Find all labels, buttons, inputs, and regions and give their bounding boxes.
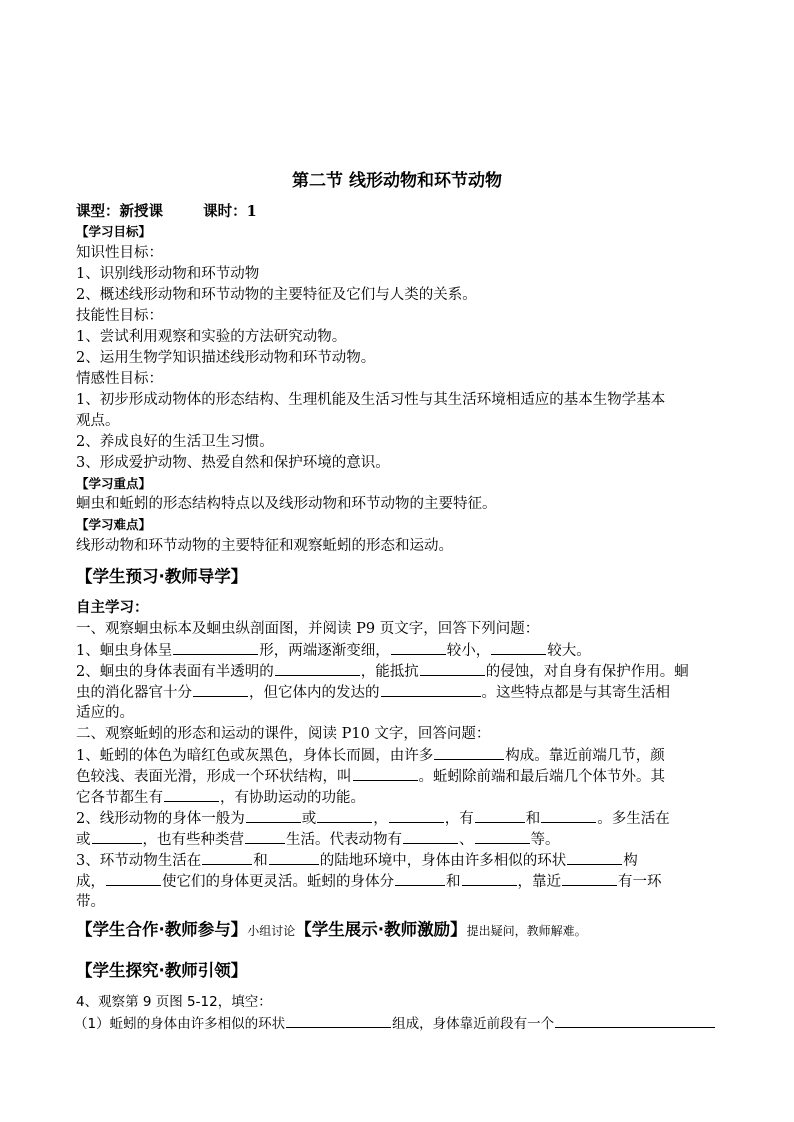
question-line: 1、蚯蚓的体色为暗红色或灰黑色，身体长而圆，由许多 构成。靠近前端几节，颜: [76, 745, 665, 766]
answer-blank[interactable]: [391, 640, 446, 655]
answer-blank[interactable]: [245, 829, 285, 844]
question-line: 成， 使它们的身体更灵活。蚯蚓的身体分 和 ，靠近 有一环: [76, 871, 662, 892]
question-line: 2、线形动物的身体一般为 或 ， ，有 和 。多生活在: [76, 808, 670, 829]
answer-blank[interactable]: [420, 661, 485, 676]
lesson-meta: [76, 202, 257, 222]
question-line: 带。: [76, 894, 105, 910]
answer-blank[interactable]: [555, 1013, 715, 1028]
answer-blank[interactable]: [389, 808, 444, 823]
emotion-item: 3、形成爱护动物、热爱自然和保护环境的意识。: [76, 455, 390, 471]
answer-blank[interactable]: [173, 640, 258, 655]
knowledge-item: 1、识别线形动物和环节动物: [76, 266, 260, 282]
cooperation-line: [76, 919, 587, 942]
question-line: 1、蛔虫身体呈 形，两端逐渐变细， 较小， 较大。: [76, 640, 591, 661]
emotion-item: 1、初步形成动物体的形态结构、生理机能及生活习性与其生活环境相适应的基本生物学基本: [76, 392, 666, 408]
emotion-header: 情感性目标：: [76, 371, 163, 387]
answer-blank[interactable]: [202, 850, 252, 865]
key-points-header: 【学习重点】: [76, 476, 152, 491]
answer-blank[interactable]: [567, 850, 622, 865]
emotion-item: 2、养成良好的生活卫生习惯。: [76, 434, 274, 450]
answer-blank[interactable]: [475, 808, 525, 823]
skill-header: 技能性目标：: [76, 308, 163, 324]
answer-blank[interactable]: [475, 829, 530, 844]
showcase-header: 【学生展示·教师激励】: [295, 920, 467, 939]
answer-blank[interactable]: [106, 871, 161, 886]
question-line: 适应的。: [76, 705, 134, 721]
page-title: 第二节 线形动物和环节动物: [292, 171, 502, 191]
cooperation-header: 【学生合作·教师参与】: [76, 920, 248, 939]
course-type-label: 课型：新授课: [76, 203, 163, 220]
knowledge-item: 2、概述线形动物和环节动物的主要特征及它们与人类的关系。: [76, 287, 477, 303]
answer-blank[interactable]: [317, 808, 372, 823]
question-line: 虫的消化器官十分 ，但它体内的发达的 。这些特点都是与其寄生活相: [76, 682, 670, 703]
answer-blank[interactable]: [403, 829, 458, 844]
explore-header: 【学生探究·教师引领】: [76, 961, 248, 980]
answer-blank[interactable]: [491, 640, 546, 655]
skill-item: 2、运用生物学知识描述线形动物和环节动物。: [76, 350, 376, 366]
skill-item: 1、尝试利用观察和实验的方法研究动物。: [76, 329, 347, 345]
answer-blank[interactable]: [246, 808, 301, 823]
answer-blank[interactable]: [434, 745, 504, 760]
answer-blank[interactable]: [269, 850, 319, 865]
hours-label: 课时：1: [203, 203, 257, 220]
emotion-item: 观点。: [76, 413, 120, 429]
part1-intro: 一、观察蛔虫标本及蛔虫纵剖面图，并阅读 P9 页文字，回答下列问题：: [76, 621, 540, 637]
answer-blank[interactable]: [92, 829, 142, 844]
question-line: 它各节都生有 ，有协助运动的功能。: [76, 787, 365, 808]
answer-blank[interactable]: [275, 661, 360, 676]
showcase-note: 提出疑问，教师解难。: [466, 924, 587, 938]
question-line: 色较浅、表面光滑，形成一个环状结构，叫 。蚯蚓除前端和最后端几个体节外。其: [76, 766, 665, 787]
explore-item: （1）蚯蚓的身体由许多相似的环状 组成，身体靠近前段有一个: [74, 1013, 716, 1034]
answer-blank[interactable]: [395, 871, 445, 886]
answer-blank[interactable]: [286, 1013, 391, 1028]
knowledge-header: 知识性目标：: [76, 245, 163, 261]
answer-blank[interactable]: [353, 766, 418, 781]
difficulties-header: 【学习难点】: [76, 517, 152, 532]
cooperation-note: 小组讨论: [247, 924, 296, 938]
answer-blank[interactable]: [164, 787, 219, 802]
objectives-header: 【学习目标】: [76, 224, 152, 239]
explore-question: 4、观察第 9 页图 5-12，填空：: [76, 994, 272, 1010]
preview-header: 【学生预习·教师导学】: [76, 567, 248, 586]
question-line: 或 ，也有些种类营 生活。代表动物有 、 等。: [76, 829, 560, 850]
difficulties-text: 线形动物和环节动物的主要特征和观察蚯蚓的形态和运动。: [76, 538, 453, 554]
answer-blank[interactable]: [562, 871, 617, 886]
part2-intro: 二、观察蚯蚓的形态和运动的课件，阅读 P10 文字，回答问题：: [76, 726, 491, 742]
answer-blank[interactable]: [541, 808, 596, 823]
answer-blank[interactable]: [462, 871, 517, 886]
answer-blank[interactable]: [381, 682, 481, 697]
question-line: 2、蛔虫的身体表面有半透明的 ，能抵抗 的侵蚀，对自身有保护作用。蛔: [76, 661, 689, 682]
key-points-text: 蛔虫和蚯蚓的形态结构特点以及线形动物和环节动物的主要特征。: [76, 496, 497, 512]
self-study-label: 自主学习：: [76, 599, 149, 616]
question-line: 3、环节动物生活在 和 的陆地环境中，身体由许多相似的环状 构: [76, 850, 638, 871]
answer-blank[interactable]: [193, 682, 248, 697]
